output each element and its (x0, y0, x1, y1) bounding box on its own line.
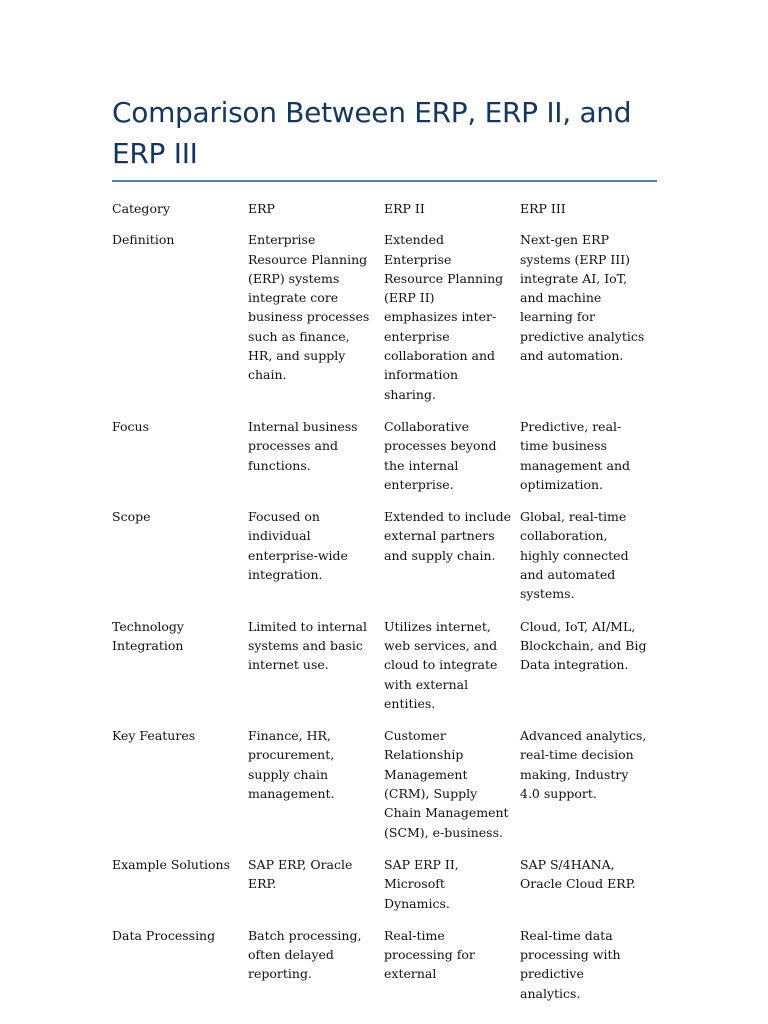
comparison-table (108, 199, 652, 1016)
cell-erp-iii: Next-gen ERP systems (ERP III) integrate AI, IoT, and machine learning for predictive analytics and automation. (520, 232, 645, 364)
table-row (108, 726, 652, 855)
header-category: Category (112, 201, 171, 216)
row-category: Focus (112, 418, 149, 434)
row-category: Definition (112, 232, 175, 248)
cell-erp: Batch processing, often delayed reporting. (248, 927, 362, 982)
title-divider (112, 180, 657, 182)
row-category: Technology Integration (112, 618, 184, 653)
cell-erp-ii: Utilizes internet, web services, and cloud to integrate with external entities. (384, 618, 498, 711)
header-erp-ii: ERP II (384, 201, 425, 216)
cell-erp-iii: Advanced analytics, real-time decision making, Industry 4.0 support. (520, 728, 647, 802)
cell-erp-ii: Collaborative processes beyond the internal enterprise. (384, 418, 497, 492)
table-header-row (108, 199, 652, 230)
header-erp-iii: ERP III (520, 201, 566, 216)
cell-erp-ii: Extended Enterprise Resource Planning (ERP II) emphasizes inter-enterprise collaboration and information sharing. (384, 232, 504, 402)
cell-erp: SAP ERP, Oracle ERP. (248, 856, 353, 892)
cell-erp-ii: Customer Relationship Management (CRM), Supply Chain Management (SCM), e-business. (384, 728, 509, 840)
table-row (108, 417, 652, 507)
page-title: Comparison Between ERP, ERP II, and ERP III (112, 96, 632, 170)
cell-erp-ii: Extended to include external partners and supply chain. (384, 509, 512, 563)
cell-erp-iii: Global, real-time collaboration, highly connected and automated systems. (520, 509, 629, 602)
row-category: Key Features (112, 728, 196, 744)
cell-erp: Limited to internal systems and basic internet use. (248, 618, 368, 673)
cell-erp: Focused on individual enterprise-wide integration. (248, 509, 348, 583)
table-row (108, 926, 652, 1016)
table-row (108, 230, 652, 417)
cell-erp-ii: Real-time processing for external (384, 927, 475, 982)
table-row (108, 617, 652, 726)
cell-erp: Internal business processes and functions. (248, 418, 358, 473)
table-row (108, 855, 652, 926)
row-category: Scope (112, 509, 151, 525)
cell-erp: Enterprise Resource Planning (ERP) systems integrate core business processes such as finance, HR, and supply chain. (248, 232, 370, 383)
cell-erp-iii: SAP S/4HANA, Oracle Cloud ERP. (520, 856, 636, 892)
row-category: Example Solutions (112, 856, 230, 872)
table-row (108, 507, 652, 616)
cell-erp-iii: Cloud, IoT, AI/ML, Blockchain, and Big Data integration. (520, 618, 647, 673)
cell-erp-iii: Predictive, real-time business management and optimization. (520, 418, 631, 492)
header-erp: ERP (248, 201, 275, 216)
row-category: Data Processing (112, 927, 216, 943)
cell-erp-ii: SAP ERP II, Microsoft Dynamics. (384, 856, 459, 911)
cell-erp: Finance, HR, procurement, supply chain management. (248, 728, 335, 802)
cell-erp-iii: Real-time data processing with predictive analytics. (520, 927, 621, 1001)
